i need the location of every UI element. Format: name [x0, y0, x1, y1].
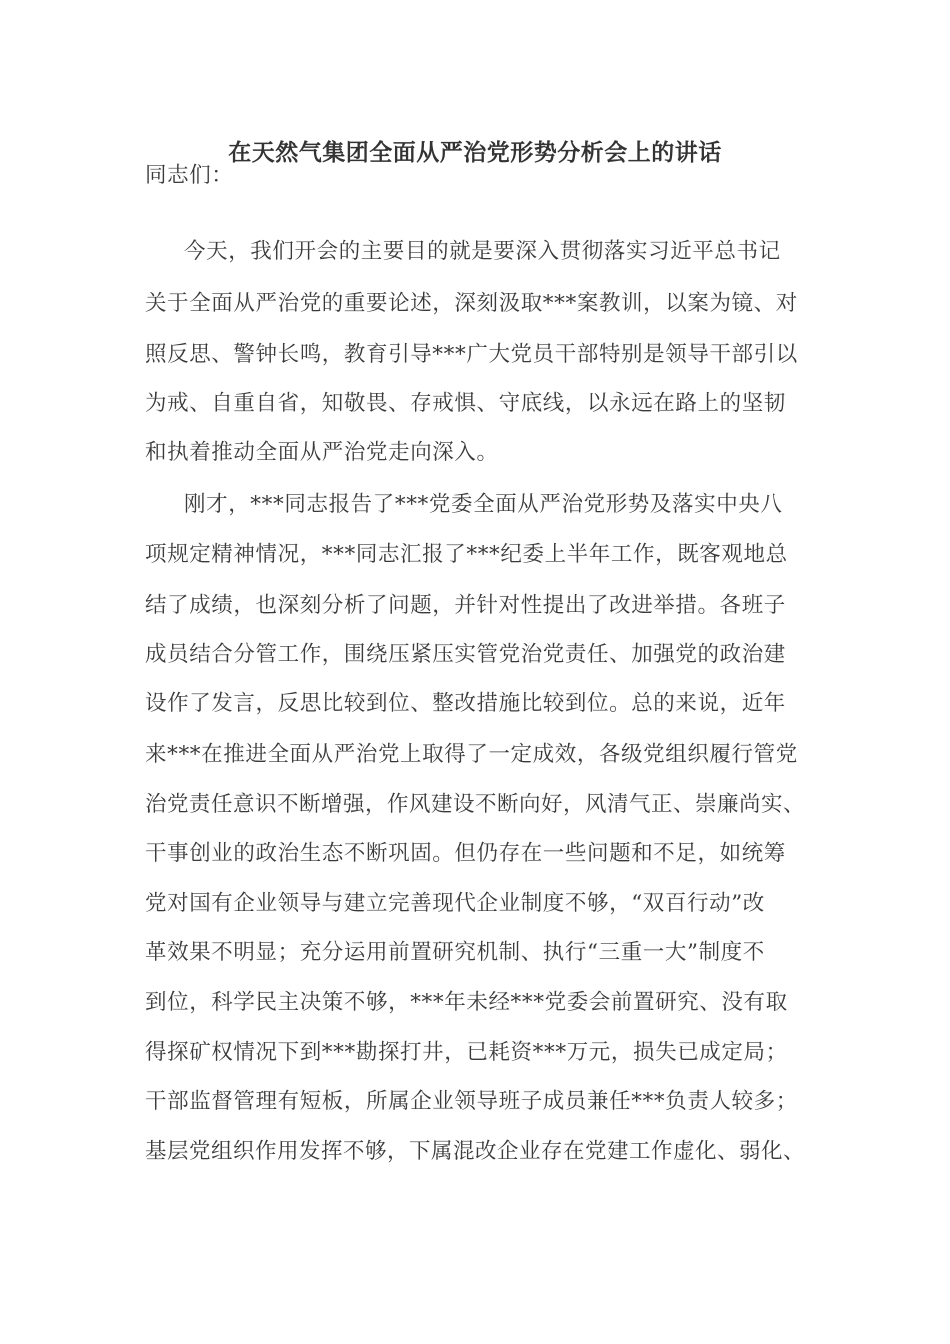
paragraph-1-line-5: 和执着推动全面从严治党走向深入。 — [145, 440, 499, 465]
paragraph-1-line-2: 关于全面从严治党的重要论述，深刻汲取***案教训，以案为镜、对 — [145, 291, 798, 316]
paragraph-2-line-8: 干事创业的政治生态不断巩固。但仍存在一些问题和不足，如统筹 — [145, 841, 786, 866]
paragraph-2-line-1: 刚才，***同志报告了***党委全面从严治党形势及落实中央八 — [184, 492, 783, 517]
paragraph-2-line-5: 设作了发言，反思比较到位、整改措施比较到位。总的来说，近年 — [145, 691, 786, 716]
paragraph-1-line-4: 为戒、自重自省，知敬畏、存戒惧、守底线，以永远在路上的坚韧 — [145, 391, 786, 416]
paragraph-2-line-3: 结了成绩，也深刻分析了问题，并针对性提出了改进举措。各班子 — [145, 593, 786, 618]
paragraph-1-line-1: 今天，我们开会的主要目的就是要深入贯彻落实习近平总书记 — [184, 239, 781, 264]
paragraph-2-line-10: 革效果不明显；充分运用前置研究机制、执行“三重一大”制度不 — [145, 940, 765, 965]
paragraph-2-line-14: 基层党组织作用发挥不够，下属混改企业存在党建工作虚化、弱化、 — [145, 1139, 806, 1164]
paragraph-2-line-12: 得探矿权情况下到***勘探打井，已耗资***万元，损失已成定局； — [145, 1040, 788, 1065]
paragraph-2-line-2: 项规定精神情况，***同志汇报了***纪委上半年工作，既客观地总 — [145, 542, 788, 567]
paragraph-2-line-4: 成员结合分管工作，围绕压紧压实管党治党责任、加强党的政治建 — [145, 642, 786, 667]
paragraph-2-line-7: 治党责任意识不断增强，作风建设不断向好，风清气正、崇廉尚实、 — [145, 792, 806, 817]
paragraph-2-line-13: 干部监督管理有短板，所属企业领导班子成员兼任***负责人较多； — [145, 1089, 798, 1114]
paragraph-2-line-9: 党对国有企业领导与建立完善现代企业制度不够，“双百行动”改 — [145, 891, 765, 916]
document-title: 在天然气集团全面从严治党形势分析会上的讲话 — [228, 140, 722, 166]
paragraph-2-line-11: 到位，科学民主决策不够，***年未经***党委会前置研究、没有取 — [145, 990, 788, 1015]
paragraph-2-line-6: 来***在推进全面从严治党上取得了一定成效，各级党组织履行管党 — [145, 742, 798, 767]
paragraph-1-line-3: 照反思、警钟长鸣，教育引导***广大党员干部特别是领导干部引以 — [145, 342, 798, 367]
salutation: 同志们： — [145, 163, 234, 188]
